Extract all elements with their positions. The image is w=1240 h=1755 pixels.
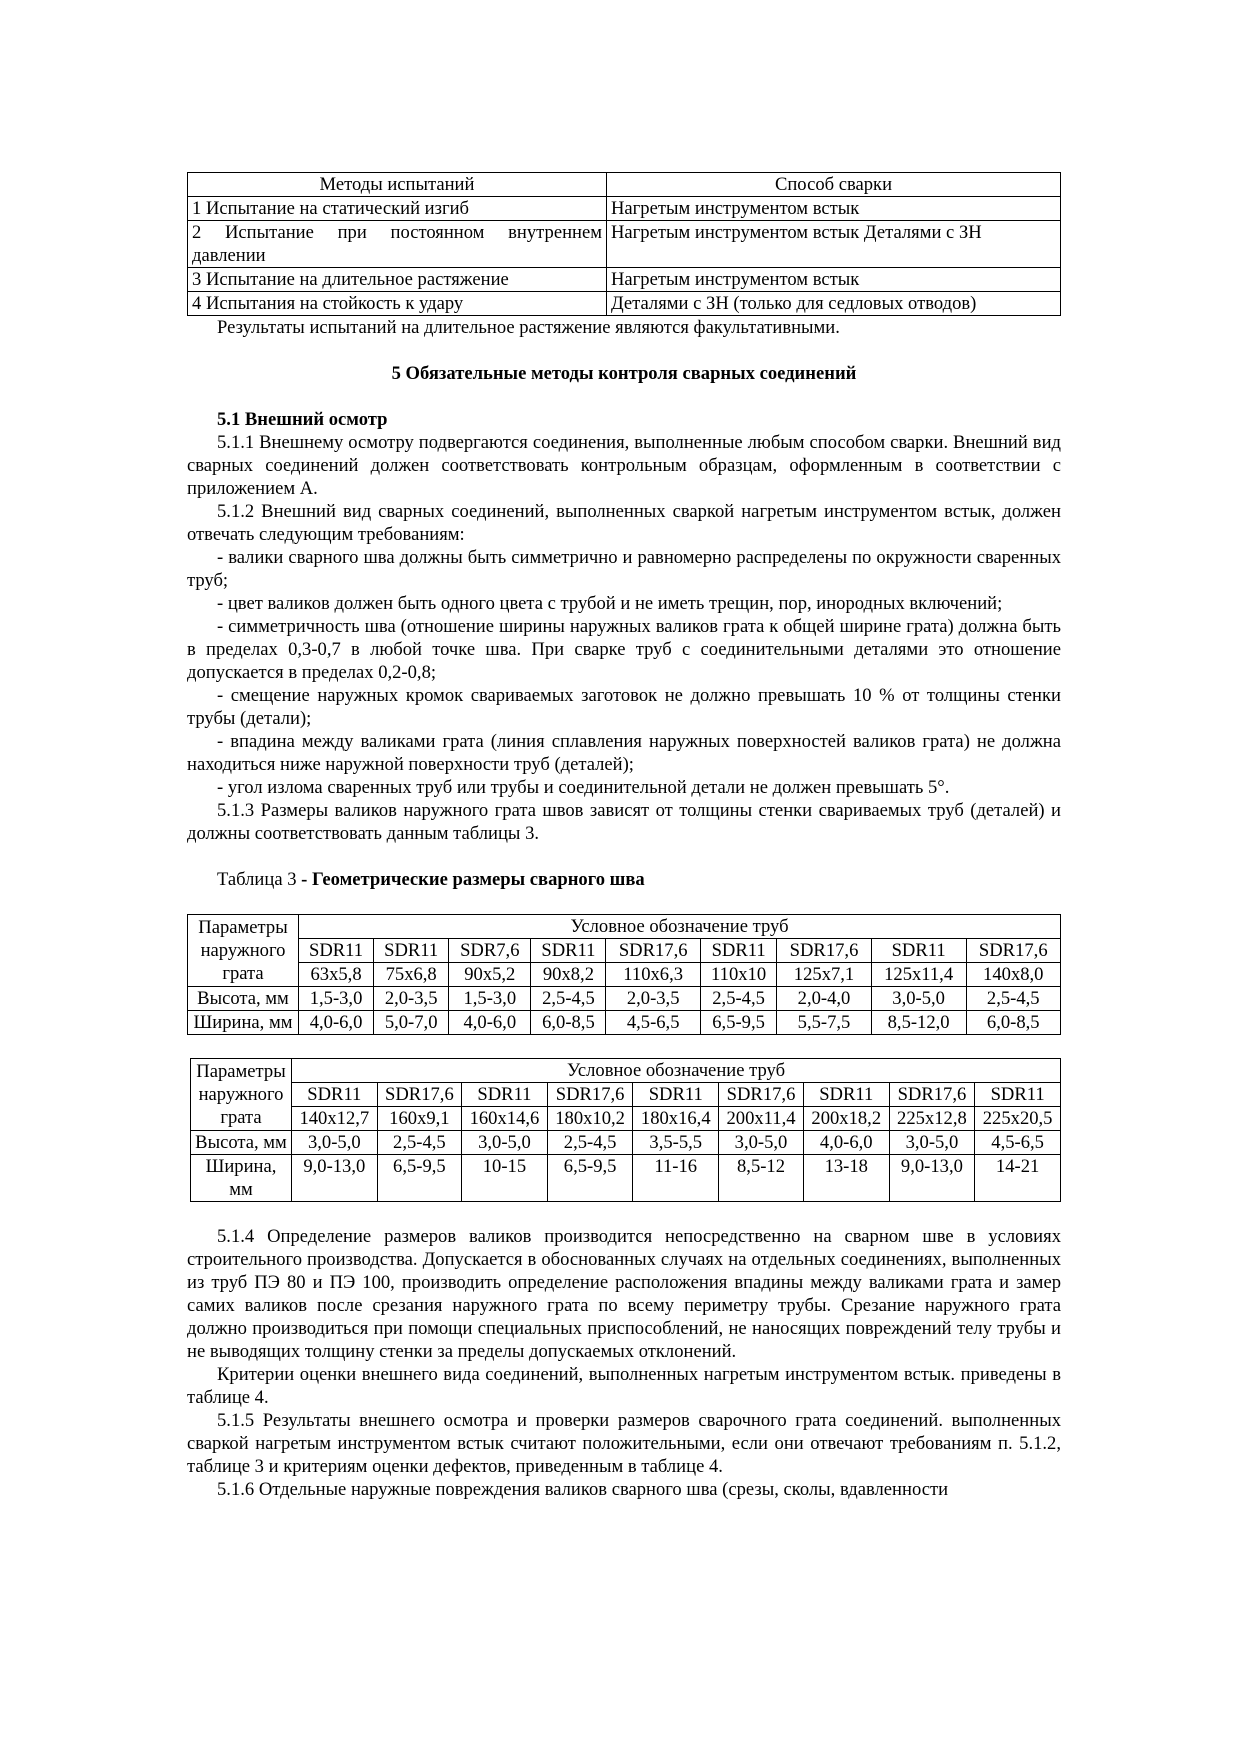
table-row <box>191 1131 1061 1155</box>
table-cell: 2,5-4,5 <box>700 987 776 1011</box>
table-cell: 9,0-13,0 <box>889 1155 975 1202</box>
table-row <box>188 221 1061 268</box>
row-label: Ширина, мм <box>191 1155 292 1202</box>
table-cell: 4,0-6,0 <box>449 1011 531 1035</box>
table-cell: 180x10,2 <box>547 1107 633 1131</box>
table-cell: 1 Испытание на статический изгиб <box>188 197 607 221</box>
table-cell: 160x14,6 <box>462 1107 548 1131</box>
table-cell: 4,0-6,0 <box>299 1011 374 1035</box>
table-header-row <box>188 173 1061 197</box>
table-cell: 2 Испытание при постоянном внутреннем давлении <box>188 221 607 268</box>
table-caption <box>187 868 1061 891</box>
paragraph: 5.1.1 Внешнему осмотру подвергаются соединения, выполненные любым способом сварки. Внешний вид сварных соединений должен соответствовать контрольным образцам, оформленным в соответствии с приложением А. <box>187 432 1061 499</box>
table-cell: 4,0-6,0 <box>803 1131 889 1155</box>
table-cell: 140x8,0 <box>966 963 1060 987</box>
table-cell: 2,0-4,0 <box>777 987 871 1011</box>
list-item: - смещение наружных кромок свариваемых заготовок не должно превышать 10 % от толщины стенки трубы (детали); <box>187 685 1061 729</box>
table-cell: 160x9,1 <box>377 1107 461 1131</box>
table-cell: 75x6,8 <box>374 963 449 987</box>
table-cell: SDR11 <box>700 939 776 963</box>
table-cell: 3 Испытание на длительное растяжение <box>188 268 607 292</box>
table-cell: 13-18 <box>803 1155 889 1202</box>
paragraph: 5.1.3 Размеры валиков наружного грата швов зависят от толщины стенки свариваемых труб (деталей) и должны соответствовать данным таблицы 3. <box>187 800 1061 844</box>
table-cell: SDR11 <box>292 1083 378 1107</box>
table-cell: 110x10 <box>700 963 776 987</box>
table-cell: SDR7,6 <box>449 939 531 963</box>
table-cell: 11-16 <box>633 1155 719 1202</box>
table-cell: 5,0-7,0 <box>374 1011 449 1035</box>
table-cell: Нагретым инструментом встык <box>607 197 1061 221</box>
table-row <box>188 987 1061 1011</box>
table-cell: Деталями с ЗН (только для седловых отводов) <box>607 292 1061 316</box>
table-cell: 3,0-5,0 <box>889 1131 975 1155</box>
list-item: - валики сварного шва должны быть симметрично и равномерно распределены по окружности сваренных труб; <box>187 547 1061 591</box>
table-cell: Нагретым инструментом встык Деталями с ЗН <box>607 221 1061 268</box>
group-header: Условное обозначение труб <box>299 915 1061 939</box>
geometry-table-1 <box>187 914 1061 1035</box>
table-cell: 9,0-13,0 <box>292 1155 378 1202</box>
table-cell: Нагретым инструментом встык <box>607 268 1061 292</box>
table-cell: SDR11 <box>299 939 374 963</box>
table-cell: SDR17,6 <box>377 1083 461 1107</box>
table-cell: 90x5,2 <box>449 963 531 987</box>
table-cell: 200x18,2 <box>803 1107 889 1131</box>
table-cell: 3,0-5,0 <box>871 987 966 1011</box>
table-cell: 225x12,8 <box>889 1107 975 1131</box>
size-row <box>188 963 1061 987</box>
table-cell: 2,5-4,5 <box>377 1131 461 1155</box>
table-cell: SDR11 <box>633 1083 719 1107</box>
table-caption-title: - Геометрические размеры сварного шва <box>296 869 645 890</box>
section-title: 5 Обязательные методы контроля сварных соединений <box>391 363 857 384</box>
subsection-title: 5.1 Внешний осмотр <box>217 409 388 430</box>
table-cell: 110x6,3 <box>606 963 700 987</box>
table-cell: 8,5-12 <box>719 1155 804 1202</box>
table-cell: SDR11 <box>803 1083 889 1107</box>
param-header: Параметры наружного грата <box>188 915 299 987</box>
table-cell: 200x11,4 <box>719 1107 804 1131</box>
table-cell: 2,0-3,5 <box>606 987 700 1011</box>
header-cell: Методы испытаний <box>188 173 607 197</box>
paragraph: 5.1.4 Определение размеров валиков производится непосредственно на сварном шве в условиях строительного производства. Допускается в обоснованных случаях на отдельных соединениях, выполненных из труб ПЭ 80 и ПЭ 100, производить определение расположения впадины между валиками грата и замер самих валиков после срезания наружного грата по всему периметру трубы. Срезание наружного грата должно производиться при помощи специальных приспособлений, не наносящих повреждений телу трубы и не выводящих толщину стенки за пределы допускаемых отклонений. <box>187 1226 1061 1362</box>
size-row <box>191 1107 1061 1131</box>
table-row <box>191 1155 1061 1202</box>
list-item: - симметричность шва (отношение ширины наружных валиков грата к общей ширине грата) должна быть в пределах 0,3-0,7 в любой точке шва. При сварке труб с соединительными деталями это отношение допускается в пределах 0,2-0,8; <box>187 616 1061 683</box>
table-cell: 6,5-9,5 <box>700 1011 776 1035</box>
table-caption-number: Таблица 3 <box>217 869 297 890</box>
paragraph: 5.1.5 Результаты внешнего осмотра и проверки размеров сварочного грата соединений. выполненных сваркой нагретым инструментом встык считают положительными, если они отвечают требованиям п. 5.1.2, таблице 3 и критериям оценки дефектов, приведенным в таблице 4. <box>187 1410 1061 1477</box>
table-cell: 3,0-5,0 <box>292 1131 378 1155</box>
table-cell: 1,5-3,0 <box>449 987 531 1011</box>
table-cell: 2,5-4,5 <box>966 987 1060 1011</box>
table-cell: SDR17,6 <box>966 939 1060 963</box>
table-cell: 2,5-4,5 <box>547 1131 633 1155</box>
table-cell: SDR11 <box>871 939 966 963</box>
table-note: Результаты испытаний на длительное растяжение являются факультативными. <box>217 317 840 338</box>
table-cell: 6,0-8,5 <box>966 1011 1060 1035</box>
table-cell: 225x20,5 <box>975 1107 1061 1131</box>
table-cell: 125x7,1 <box>777 963 871 987</box>
table-row <box>188 268 1061 292</box>
param-header: Параметры наружного грата <box>191 1059 292 1131</box>
paragraph: 5.1.6 Отдельные наружные повреждения валиков сварного шва (срезы, сколы, вдавленности <box>217 1479 949 1500</box>
sdr-row <box>191 1083 1061 1107</box>
table-cell: 6,0-8,5 <box>531 1011 606 1035</box>
table-cell: 3,0-5,0 <box>719 1131 804 1155</box>
table-cell: SDR17,6 <box>777 939 871 963</box>
table-cell: 180x16,4 <box>633 1107 719 1131</box>
table-cell: 4,5-6,5 <box>606 1011 700 1035</box>
geometry-table-2 <box>190 1058 1061 1202</box>
list-item: - цвет валиков должен быть одного цвета с трубой и не иметь трещин, пор, инородных включений; <box>217 593 1003 614</box>
table-cell: SDR17,6 <box>606 939 700 963</box>
table-cell: 6,5-9,5 <box>377 1155 461 1202</box>
document-page <box>187 172 1061 1501</box>
table-cell: SDR11 <box>975 1083 1061 1107</box>
table-cell: 3,5-5,5 <box>633 1131 719 1155</box>
table-cell: SDR11 <box>462 1083 548 1107</box>
table-cell: SDR17,6 <box>889 1083 975 1107</box>
table-cell: SDR17,6 <box>547 1083 633 1107</box>
table-cell: 2,0-3,5 <box>374 987 449 1011</box>
sdr-row <box>188 939 1061 963</box>
table-cell: 1,5-3,0 <box>299 987 374 1011</box>
table-row <box>188 1011 1061 1035</box>
table-cell: 140x12,7 <box>292 1107 378 1131</box>
table-cell: SDR11 <box>374 939 449 963</box>
table-cell: 63x5,8 <box>299 963 374 987</box>
table-row <box>188 197 1061 221</box>
table-cell: 125x11,4 <box>871 963 966 987</box>
row-label: Ширина, мм <box>188 1011 299 1035</box>
table-cell: 3,0-5,0 <box>462 1131 548 1155</box>
table-cell: 6,5-9,5 <box>547 1155 633 1202</box>
paragraph: Критерии оценки внешнего вида соединений, выполненных нагретым инструментом встык. приведены в таблице 4. <box>187 1364 1061 1408</box>
table-cell: 14-21 <box>975 1155 1061 1202</box>
table-cell: SDR17,6 <box>719 1083 804 1107</box>
table-cell: 8,5-12,0 <box>871 1011 966 1035</box>
header-cell: Способ сварки <box>607 173 1061 197</box>
table-row <box>188 292 1061 316</box>
list-item: - впадина между валиками грата (линия сплавления наружных поверхностей валиков грата) не должна находиться ниже наружной поверхности труб (деталей); <box>187 731 1061 775</box>
table-cell: 90x8,2 <box>531 963 606 987</box>
table-cell: SDR11 <box>531 939 606 963</box>
row-label: Высота, мм <box>191 1131 292 1155</box>
row-label: Высота, мм <box>188 987 299 1011</box>
paragraph: 5.1.2 Внешний вид сварных соединений, выполненных сваркой нагретым инструментом встык, должен отвечать следующим требованиям: <box>187 501 1061 545</box>
table-cell: 4 Испытания на стойкость к удару <box>188 292 607 316</box>
table-cell: 5,5-7,5 <box>777 1011 871 1035</box>
group-header: Условное обозначение труб <box>292 1059 1061 1083</box>
methods-table <box>187 172 1061 316</box>
list-item: - угол излома сваренных труб или трубы и соединительной детали не должен превышать 5°. <box>217 777 950 798</box>
table-cell: 2,5-4,5 <box>531 987 606 1011</box>
table-cell: 10-15 <box>462 1155 548 1202</box>
table-cell: 4,5-6,5 <box>975 1131 1061 1155</box>
